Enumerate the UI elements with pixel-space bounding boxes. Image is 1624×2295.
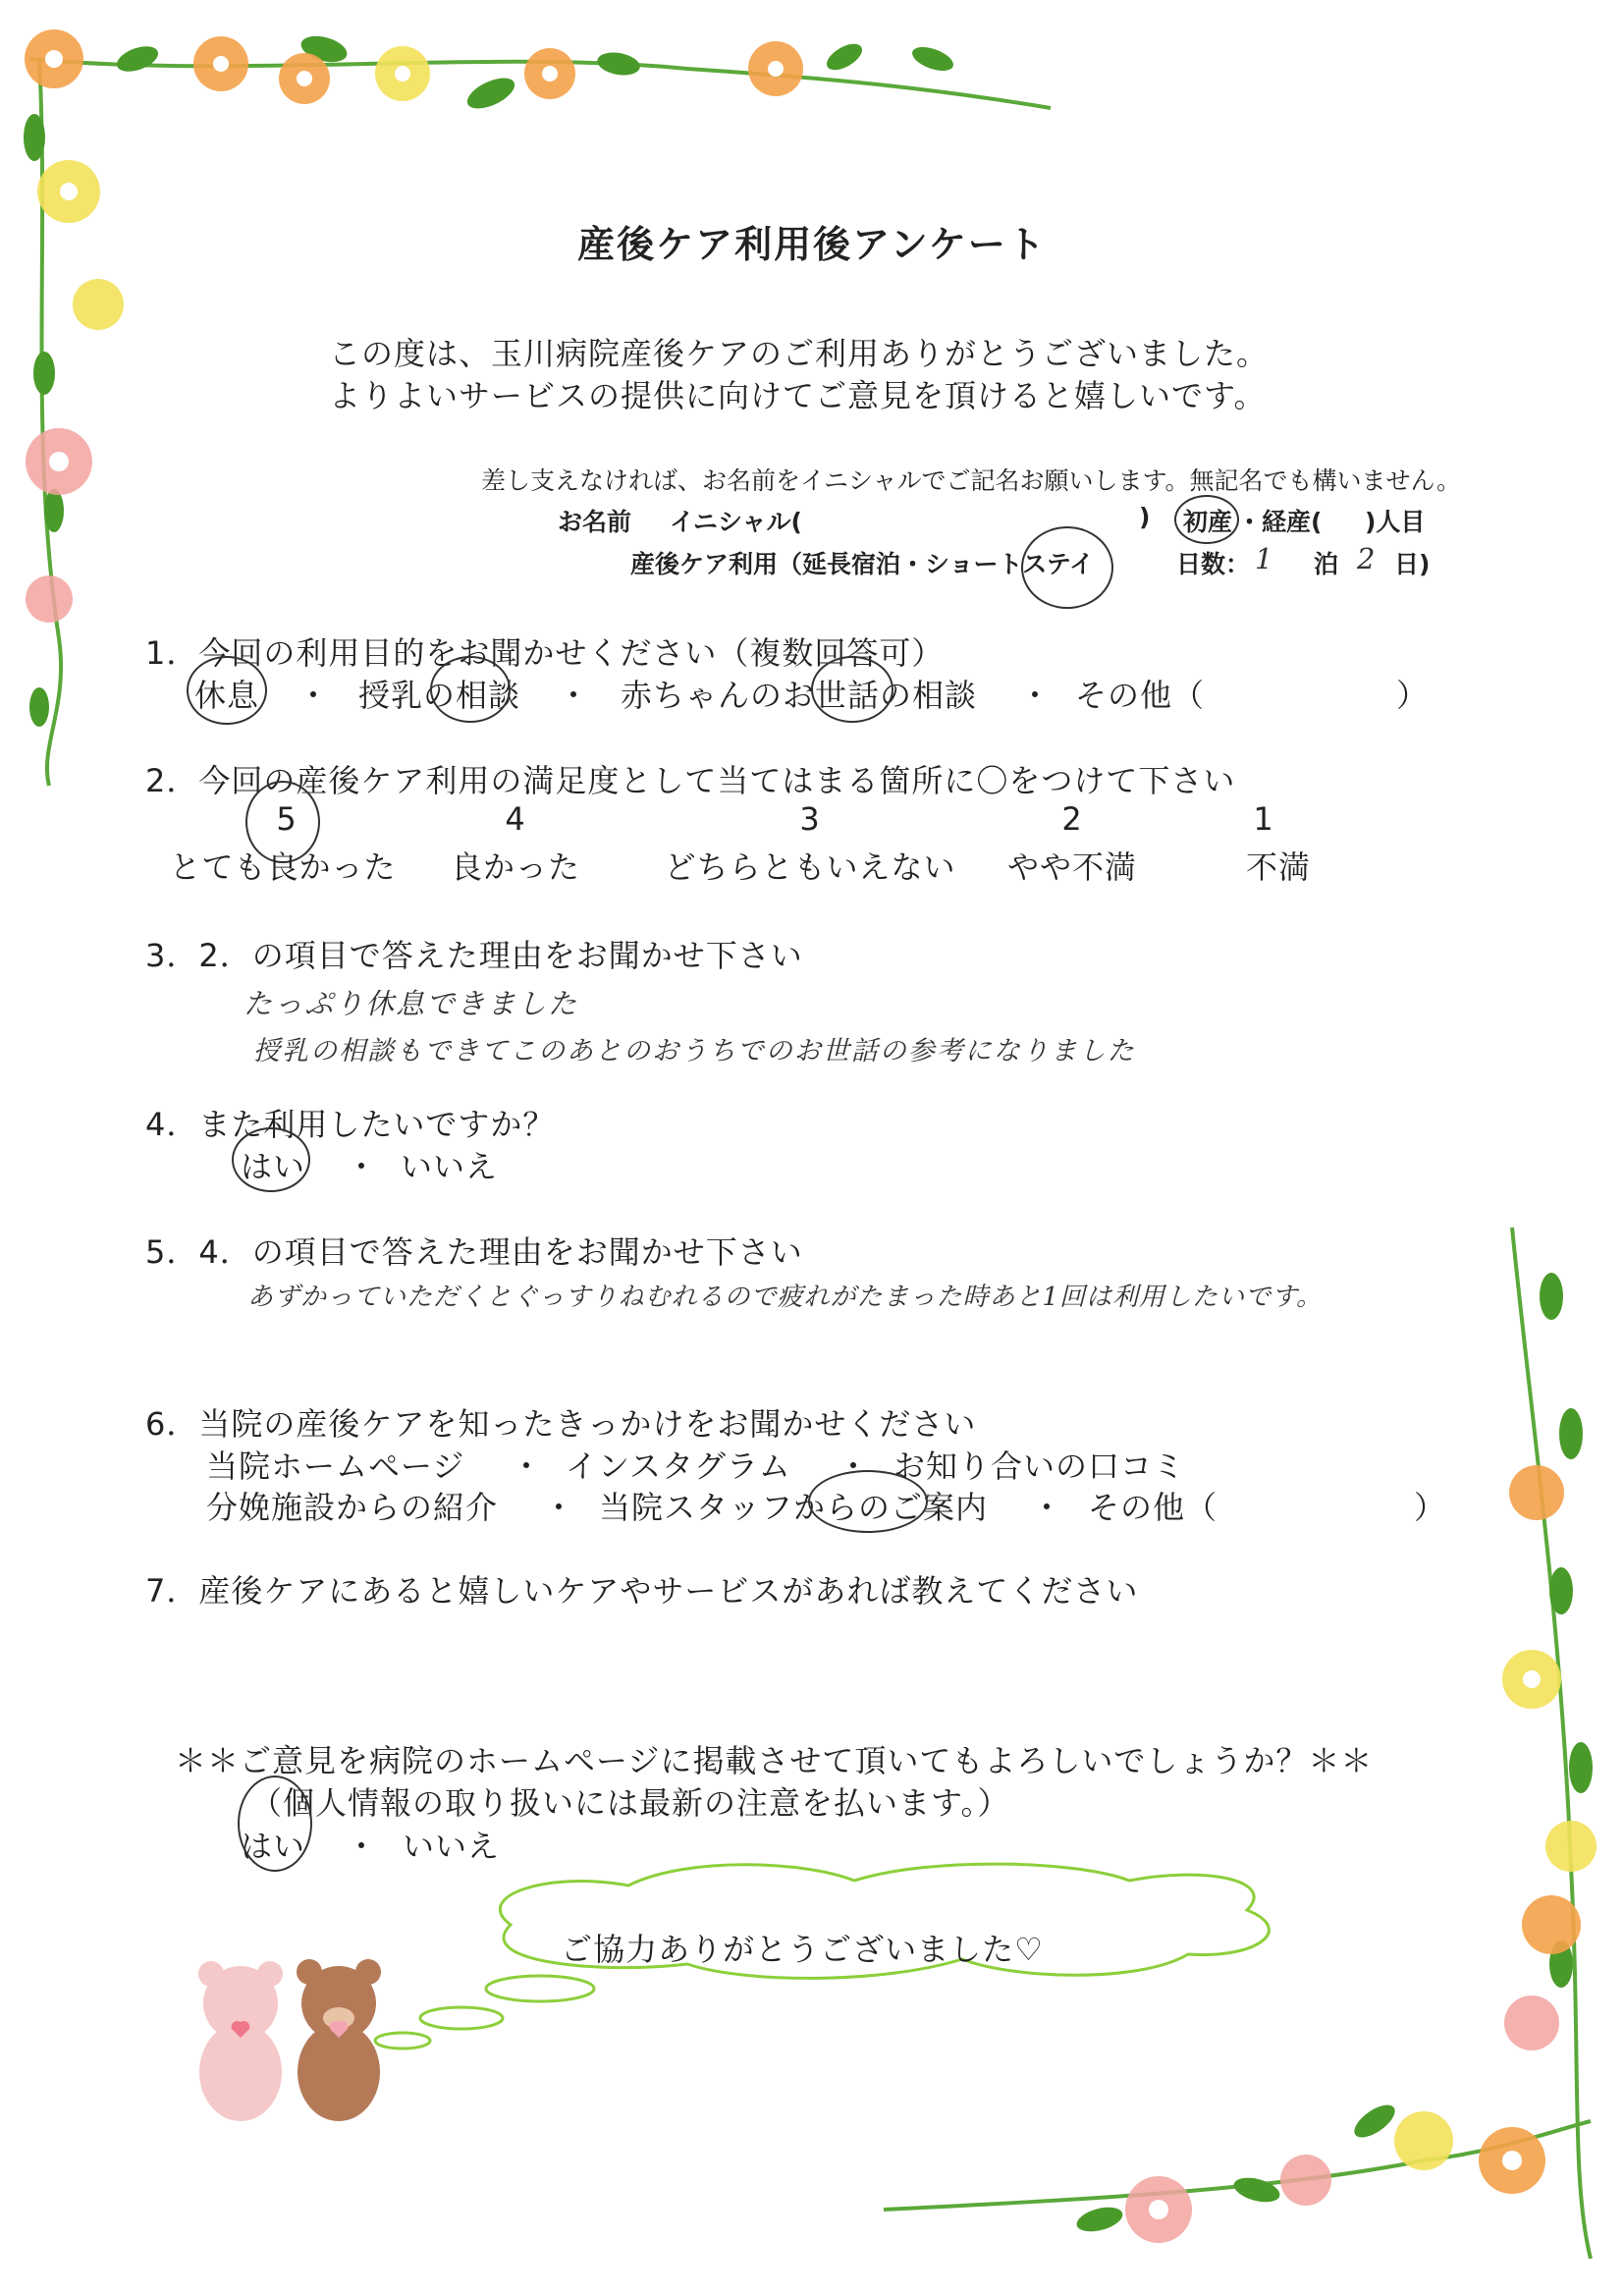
q6-staff-referral-circle-mark: [808, 1470, 928, 1533]
q6-option-staff-referral[interactable]: 当院スタッフからのご案内: [599, 1489, 989, 1526]
q5-answer: あずかっていただくとぐっすりねむれるので疲れがたまった時あと1回は利用したいです。: [247, 1283, 1323, 1312]
consent-question: ＊＊ご意見を病院のホームページに掲載させて頂いてもよろしいでしょうか？＊＊: [175, 1742, 1374, 1779]
q1-breastfeeding-circle-mark: [430, 656, 511, 723]
consent-no-option[interactable]: いいえ: [403, 1828, 501, 1865]
q1-sep-3: ・: [1019, 677, 1053, 714]
q6-option-word-of-mouth[interactable]: お知り合いの口コミ: [893, 1448, 1186, 1485]
q6-question: 6．当院の産後ケアを知ったきっかけをお聞かせください: [145, 1405, 977, 1443]
q6-option-other[interactable]: その他（: [1088, 1489, 1218, 1526]
consent-note: （個人情報の取り扱いには最新の注意を払います。）: [250, 1784, 1010, 1822]
q3-question: 3．2．の項目で答えた理由をお聞かせ下さい: [145, 937, 803, 974]
q4-yes-option[interactable]: はい: [241, 1148, 306, 1185]
q6-sep-4: ・: [1031, 1489, 1064, 1526]
q6-other-close: ）: [1414, 1489, 1447, 1526]
q1-option-rest[interactable]: 休息: [194, 677, 260, 714]
q6-sep-2: ・: [838, 1448, 871, 1485]
q6-sep-1: ・: [511, 1448, 544, 1485]
q2-scale-1-num[interactable]: 1: [1253, 800, 1274, 838]
name-sep: ・: [1237, 508, 1263, 536]
q1-option-breastfeeding[interactable]: 授乳の相談: [358, 677, 521, 714]
q2-scale-4-label: 良かった: [450, 848, 580, 886]
q1-question: 1．今回の利用目的をお聞かせください（複数回答可）: [145, 634, 945, 672]
consent-yes-option[interactable]: はい: [241, 1828, 306, 1865]
q3-answer-line-1: たっぷり休息できました: [244, 987, 579, 1020]
q1-baby-care-circle-mark: [811, 656, 893, 723]
nights-label: 泊: [1314, 550, 1339, 578]
days-unit: 日): [1394, 550, 1431, 578]
q1-rest-circle-mark: [187, 656, 267, 725]
q3-answer-line-2: 授乳の相談もできてこのあとのおうちでのお世話の参考になりました: [253, 1036, 1136, 1066]
q1-sep-1: ・: [298, 677, 331, 714]
q2-scale-2-label: やや不満: [1006, 848, 1137, 886]
q2-scale-4-num[interactable]: 4: [505, 800, 526, 838]
q6-option-birth-facility[interactable]: 分娩施設からの紹介: [206, 1489, 499, 1526]
q2-scale-1-label: 不満: [1245, 848, 1311, 886]
initial-label: イニシャル(: [670, 508, 802, 536]
intro-line-2: よりよいサービスの提供に向けてご意見を頂けると嬉しいです。: [329, 377, 1267, 414]
primipara-option[interactable]: 初産: [1183, 508, 1233, 536]
q2-scale-3-num[interactable]: 3: [799, 800, 821, 838]
primipara-circle-mark: [1174, 495, 1239, 544]
q1-option-baby-care[interactable]: 赤ちゃんのお世話の相談: [621, 677, 978, 714]
days-label: 日数：: [1176, 550, 1251, 578]
nights-value: 1: [1255, 542, 1275, 575]
consent-sep: ・: [346, 1828, 379, 1865]
intro-line-1: この度は、玉川病院産後ケアのご利用ありがとうございました。: [329, 335, 1270, 372]
q5-question: 5．4．の項目で答えた理由をお聞かせ下さい: [145, 1233, 803, 1271]
q4-sep: ・: [346, 1148, 379, 1185]
q1-other-close: ）: [1396, 677, 1430, 714]
q6-sep-3: ・: [543, 1489, 576, 1526]
q4-no-option[interactable]: いいえ: [401, 1148, 499, 1185]
short-stay-circle-mark: [1021, 526, 1113, 609]
name-note: 差し支えなければ、お名前をイニシャルでご記名お願いします。無記名でも構いません。: [481, 466, 1462, 495]
q2-scale-5-label: とても良かった: [169, 848, 397, 886]
q2-scale-5-num[interactable]: 5: [276, 800, 298, 838]
q6-option-instagram[interactable]: インスタグラム: [566, 1448, 791, 1485]
q6-option-homepage[interactable]: 当院ホームページ: [206, 1448, 465, 1485]
consent-yes-circle-mark: [238, 1776, 312, 1872]
days-value: 2: [1357, 542, 1378, 575]
q4-yes-circle-mark: [232, 1127, 310, 1192]
nth-child-label: )人目: [1365, 508, 1426, 536]
thanks-text: ご協力ありがとうございました♡: [561, 1931, 1044, 1968]
thanks-message: [0, 1925, 1624, 1970]
multipara-option[interactable]: 経産(: [1262, 508, 1323, 536]
page-title: 産後ケア利用後アンケート: [577, 223, 1047, 266]
name-label: お名前: [558, 508, 632, 536]
q4-question: 4．また利用したいですか？: [145, 1106, 556, 1143]
q1-sep-2: ・: [558, 677, 591, 714]
q2-scale-2-num[interactable]: 2: [1061, 800, 1083, 838]
bear-brown: [297, 1959, 381, 2121]
q7-question: 7．産後ケアにあると嬉しいケアやサービスがあれば教えてください: [145, 1572, 1139, 1610]
q1-option-other[interactable]: その他（: [1075, 677, 1206, 714]
q2-scale-3-label: どちらともいえない: [664, 848, 956, 886]
bear-pink: [198, 1961, 283, 2121]
initial-close: ): [1139, 503, 1151, 531]
q2-question: 2．今回の産後ケア利用の満足度として当てはまる箇所に〇をつけて下さい: [145, 762, 1236, 799]
usage-label: 産後ケア利用（延長宿泊・ショートステイ: [630, 550, 1095, 578]
